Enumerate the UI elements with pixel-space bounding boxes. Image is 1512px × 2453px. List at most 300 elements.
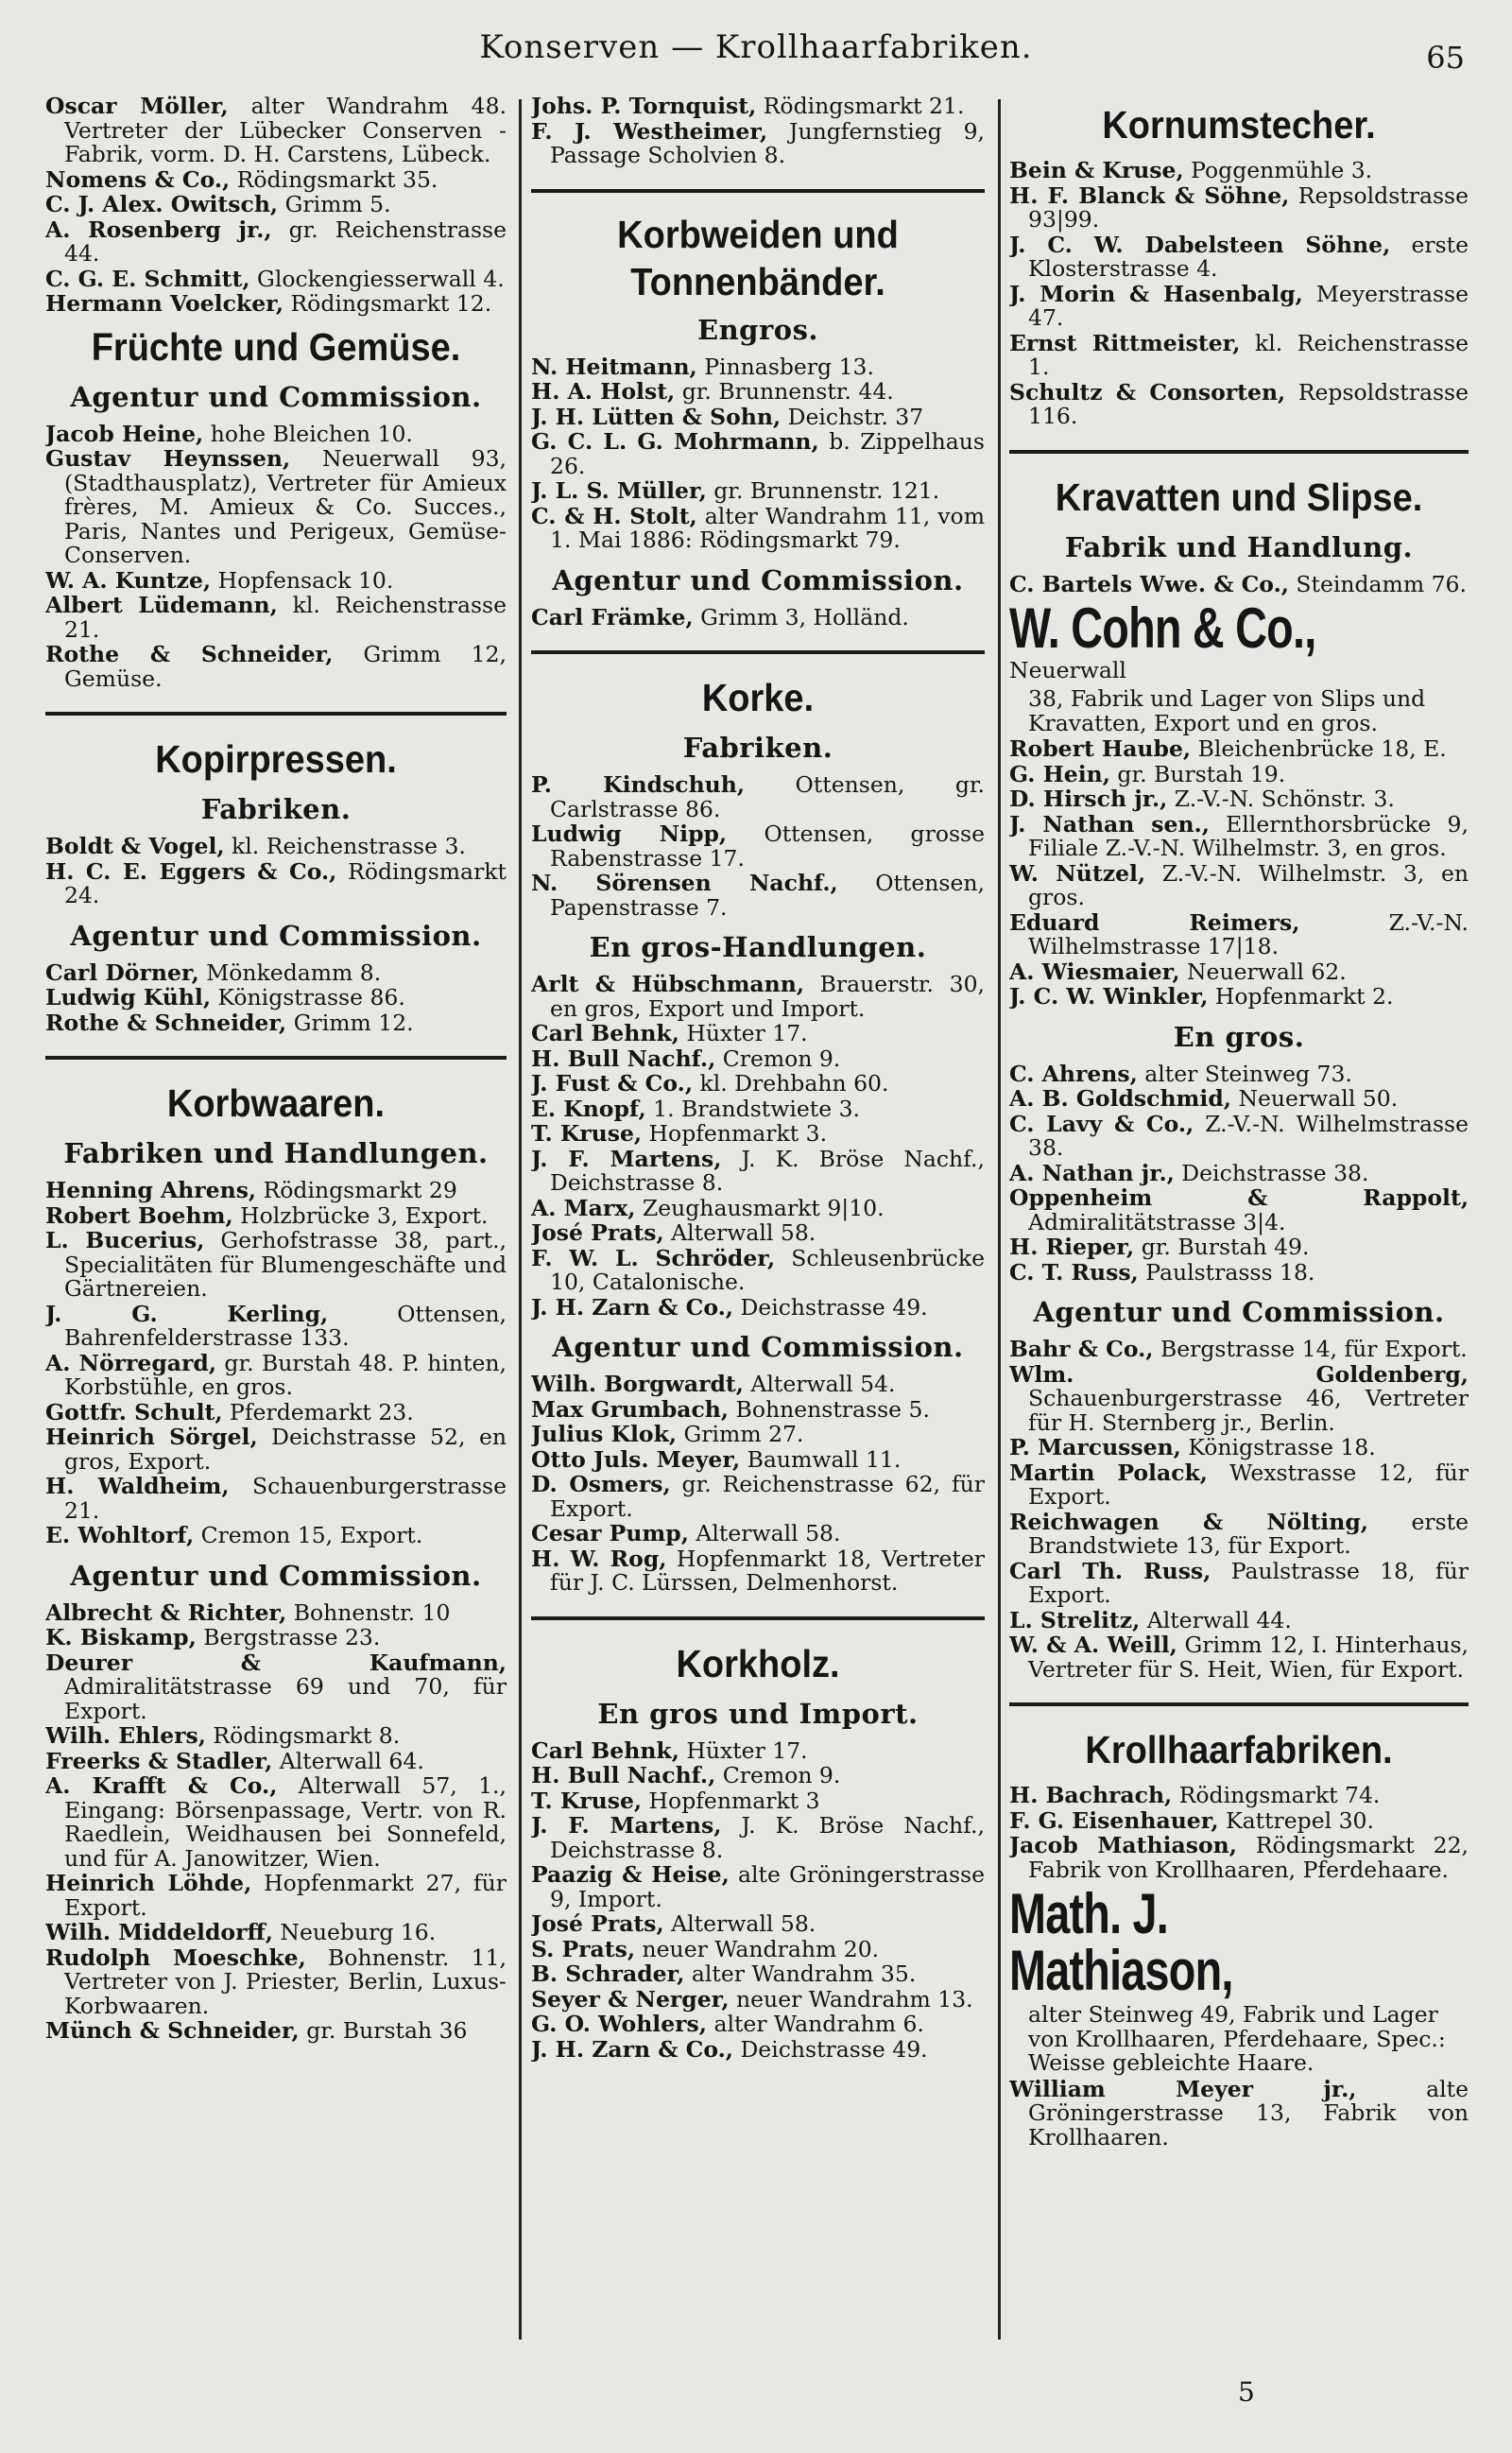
firm-details: Deichstr. 37: [781, 403, 924, 430]
section-rule: [45, 712, 507, 716]
list-item: [531, 1293, 985, 1321]
list-item: [531, 1122, 985, 1147]
list-item: [531, 1373, 985, 1397]
firm-name: W. Nützel,: [1009, 859, 1146, 887]
firm-name: C. J. Alex. Owitsch,: [45, 191, 279, 217]
list-item: [45, 1201, 507, 1229]
firm-details: Bergstrasse 23.: [196, 1624, 381, 1650]
firm-name: Münch & Schneider,: [45, 2017, 300, 2044]
firm-details: Ottensen, gr. Carlstrasse 86.: [550, 771, 985, 822]
firm-details: Baumwall 11.: [740, 1445, 902, 1473]
entry-list: [1009, 737, 1469, 1010]
firm-details: Jungfernstieg 9, Passage Scholvien 8.: [550, 117, 985, 168]
firm-details: Meyerstrasse 47.: [1028, 280, 1469, 331]
list-item: [531, 355, 985, 380]
firm-details: Mönkedamm 8.: [198, 959, 382, 986]
advertisement-details: alter Steinweg 49, Fabrik und Lager von Krollhaaren, Pferdehaare, Spec.: Weisse gebleichte Haare.: [1028, 2001, 1446, 2076]
firm-name: José Prats,: [531, 1910, 664, 1937]
list-item: [1009, 1633, 1469, 1682]
firm-name: C. T. Russ,: [1009, 1258, 1139, 1286]
firm-name: P. Kindschuh,: [531, 771, 746, 798]
list-item: [1009, 378, 1469, 429]
firm-details: Bleichenbrücke 18, E.: [1191, 735, 1447, 762]
entry-list: [531, 1736, 985, 2063]
list-item: [531, 403, 985, 430]
list-item: [1009, 859, 1469, 910]
entry-list: [531, 1373, 985, 1596]
list-item: [531, 1022, 985, 1046]
firm-name: J. H. Lütten & Sohn,: [531, 403, 782, 430]
list-item: [531, 117, 985, 168]
list-item: [45, 265, 507, 292]
firm-details: Königstrasse 86.: [211, 984, 405, 1011]
firm-name: A. Nörregard,: [45, 1349, 217, 1376]
list-item: [1009, 1784, 1469, 1808]
list-item: [531, 1962, 985, 1987]
firm-details: kl. Drehbahn 60.: [693, 1070, 889, 1097]
entry-list: [1009, 159, 1469, 429]
firm-details: alte Gröningerstrasse 13, Fabrik von Krollhaaren.: [1028, 2075, 1469, 2151]
firm-name: Cesar Pump,: [531, 1520, 689, 1546]
entry-list: [531, 95, 985, 168]
firm-name: Jacob Mathiason,: [1009, 1832, 1237, 1858]
list-item: [45, 835, 507, 859]
firm-details: Brauerstr. 30, en gros, Export und Import.: [550, 971, 985, 1022]
firm-name: K. Biskamp,: [45, 1624, 197, 1650]
firm-details: Paulstrasss 18.: [1138, 1258, 1315, 1286]
list-item: [45, 1774, 507, 1871]
column-left: [45, 95, 507, 2354]
firm-name: A. Krafft & Co.,: [45, 1772, 278, 1799]
firm-details: Ottensen, grosse Rabenstrasse 17.: [550, 821, 985, 872]
list-item: [1009, 1360, 1469, 1436]
firm-name: F. W. L. Schröder,: [531, 1244, 776, 1271]
list-item: [45, 1598, 507, 1626]
list-item: [531, 1445, 985, 1473]
list-item: [45, 1425, 507, 1474]
firm-details: Grimm 12, Gemüse.: [64, 641, 507, 692]
firm-name: J. Fust & Co.,: [531, 1070, 694, 1097]
firm-details: gr. Burstah 48. P. hinten, Korbstühle, en gros.: [64, 1349, 507, 1400]
firm-name: Deurer & Kaufmann,: [45, 1649, 507, 1676]
firm-details: gr. Burstah 19.: [1109, 760, 1286, 787]
firm-details: gr. Reichenstrasse 44.: [64, 216, 507, 267]
firm-name: C. Lavy & Co.,: [1009, 1110, 1194, 1137]
list-item: [1009, 1062, 1469, 1087]
firm-name: Johs. P. Tornquist,: [531, 95, 757, 119]
firm-details: b. Zippelhaus 26.: [550, 428, 985, 479]
firm-details: kl. Reichenstrasse 3.: [224, 833, 466, 859]
firm-name: N. Heitmann,: [531, 353, 697, 380]
firm-details: Alterwall 58.: [688, 1520, 841, 1546]
firm-name: J. L. S. Müller,: [531, 477, 707, 504]
list-item: [45, 1475, 507, 1523]
firm-details: gr. Burstah 36: [299, 2017, 468, 2044]
firm-details: Z.-V.-N. Schönstr. 3.: [1167, 786, 1395, 812]
firm-details: hohe Bleichen 10.: [203, 420, 413, 447]
firm-details: kl. Reichenstrasse 21.: [64, 592, 507, 643]
list-item: [45, 986, 507, 1011]
firm-details: Grimm 3, Holländ.: [693, 603, 909, 631]
firm-details: Grimm 5.: [278, 191, 391, 217]
firm-name: Albert Lüdemann,: [45, 592, 278, 618]
firm-details: Königstrasse 18.: [1180, 1434, 1376, 1460]
firm-name: Schultz & Consorten,: [1009, 378, 1286, 406]
firm-name: J. Morin & Hasenbalg,: [1009, 280, 1303, 307]
list-item: [1009, 737, 1469, 762]
firm-details: erste Klosterstrasse 4.: [1028, 231, 1469, 282]
list-item: [45, 193, 507, 217]
firm-name: H. Rieper,: [1009, 1234, 1135, 1260]
firm-details: Rödingsmarkt 12.: [284, 290, 492, 317]
firm-name: Bahr & Co.,: [1009, 1336, 1154, 1362]
firm-details: Repsoldstrasse 93|99.: [1028, 181, 1469, 233]
list-item: [1009, 1258, 1469, 1286]
sheet-signature: 5: [1238, 2376, 1255, 2408]
list-item: [45, 1943, 507, 2019]
list-item: [531, 95, 985, 119]
list-item: [45, 643, 507, 691]
firm-details: Deichstrasse 49.: [732, 1293, 928, 1321]
column-middle: [531, 95, 985, 2354]
firm-name: C. & H. Stolt,: [531, 502, 697, 529]
section-title: Korkholz.: [676, 1642, 840, 1686]
firm-details: Steindamm 76.: [1288, 570, 1467, 597]
firm-name: A. Wiesmaier,: [1009, 958, 1180, 985]
subheading: Agentur und Commission.: [552, 1331, 964, 1363]
firm-name: H. Waldheim,: [45, 1473, 230, 1499]
advertisement-name: W. Cohn & Co.,: [1009, 596, 1316, 660]
list-item: [1009, 159, 1469, 183]
firm-details: Z.-V.-N. Wilhelmstrasse 17|18.: [1028, 908, 1469, 959]
section-title: Früchte und Gemüse.: [91, 325, 461, 370]
advertisement-mathiason: [1009, 1882, 1469, 2076]
section-rule: [45, 1056, 507, 1060]
list-item: [1009, 810, 1469, 861]
entry-list: [1009, 1784, 1469, 1882]
firm-details: Cremon 15, Export.: [194, 1522, 423, 1548]
firm-name: E. Wohltorf,: [45, 1522, 195, 1548]
list-item: [45, 218, 507, 267]
firm-details: alter Wandrahm 6.: [706, 2011, 924, 2037]
list-item: [1009, 1186, 1469, 1235]
list-item: [45, 420, 507, 447]
firm-details: alter Steinweg 73.: [1137, 1060, 1352, 1087]
firm-name: Heinrich Sörgel,: [45, 1424, 258, 1450]
firm-name: J. C. W. Dabelsteen Söhne,: [1009, 231, 1391, 258]
section-rule: [531, 1616, 985, 1620]
firm-details: Rödingsmarkt 74.: [1172, 1782, 1381, 1808]
running-head: Konserven — Krollhaarfabriken.: [479, 28, 1033, 66]
list-item: [531, 773, 985, 821]
firm-details: Hopfensack 10.: [211, 566, 394, 594]
list-item: [531, 380, 985, 405]
firm-name: Wilh. Ehlers,: [45, 1722, 206, 1749]
advertisement-cohn: [1009, 596, 1469, 736]
firm-name: G. C. L. G. Mohrmann,: [531, 428, 819, 455]
list-item: [531, 1764, 985, 1788]
list-item: [531, 1047, 985, 1072]
list-item: [45, 961, 507, 986]
list-item: [531, 1522, 985, 1546]
firm-name: S. Prats,: [531, 1935, 636, 1962]
firm-name: H. Bull Nachf.,: [531, 1045, 716, 1072]
section-title: Korke.: [701, 677, 815, 720]
entry-list: [45, 1598, 507, 2044]
firm-details: Bohnenstr. 10: [286, 1598, 451, 1626]
list-item: [1009, 1436, 1469, 1460]
firm-details: alter Wandrahm 48. Vertreter der Lübecker Conserven - Fabrik, vorm. D. H. Carstens, Lübeck.: [64, 95, 507, 167]
firm-name: Nomens & Co.,: [45, 165, 231, 193]
list-item: [531, 1935, 985, 1962]
firm-details: Bohnenstrasse 5.: [729, 1395, 930, 1423]
list-item: [531, 2035, 985, 2063]
list-item: [45, 1179, 507, 1203]
firm-details: Hopfenmarkt 18, Vertreter für J. C. Lürssen, Delmenhorst.: [550, 1545, 985, 1596]
firm-name: Carl Behnk,: [531, 1736, 679, 1764]
firm-details: Alterwall 58.: [663, 1219, 816, 1246]
firm-name: Bein & Kruse,: [1009, 157, 1184, 183]
list-item: [45, 1921, 507, 1945]
firm-details: gr. Reichenstrasse 62, für Export.: [550, 1471, 985, 1522]
firm-name: E. Knopf,: [531, 1095, 646, 1122]
subheading: Agentur und Commission.: [552, 563, 964, 596]
firm-name: H. A. Holst,: [531, 378, 676, 405]
firm-name: C. Ahrens,: [1009, 1060, 1138, 1087]
firm-details: Neueburg 16.: [272, 1919, 437, 1945]
firm-details: alte Gröningerstrasse 9, Import.: [550, 1861, 985, 1912]
advertisement-inline: Neuerwall: [1009, 657, 1126, 683]
firm-details: Alterwall 54.: [743, 1371, 896, 1397]
firm-name: José Prats,: [531, 1219, 664, 1246]
firm-name: Rudolph Moeschke,: [45, 1943, 306, 1971]
list-item: [1009, 233, 1469, 282]
firm-name: Oscar Möller,: [45, 95, 229, 119]
firm-name: Hermann Voelcker,: [45, 290, 284, 317]
firm-details: Schauenburgerstrasse 46, Vertreter für H. Sternberg jr., Berlin.: [1028, 1385, 1469, 1436]
list-item: [1009, 760, 1469, 787]
entry-list: [45, 1179, 507, 1548]
firm-name: Rothe & Schneider,: [45, 641, 334, 667]
firm-name: L. Bucerius,: [45, 1227, 205, 1253]
entry-list: [1009, 1338, 1469, 1682]
section-title: Korbweiden und Tonnenbänder.: [617, 213, 899, 304]
firm-details: Z.-V.-N. Wilhelmstr. 3, en gros.: [1028, 859, 1469, 910]
list-item: [531, 1814, 985, 1862]
list-item: [45, 1300, 507, 1351]
firm-name: Wilh. Borgwardt,: [531, 1371, 744, 1397]
list-item: [531, 1789, 985, 1814]
subheading: En gros-Handlungen.: [589, 931, 927, 963]
firm-details: Wexstrasse 12, für Export.: [1028, 1459, 1469, 1510]
entry-list: [531, 973, 985, 1320]
subheading: Fabriken und Handlungen.: [63, 1137, 489, 1169]
list-item: [1009, 1338, 1469, 1362]
firm-name: J. C. W. Winkler,: [1009, 983, 1209, 1010]
list-item: [531, 1072, 985, 1097]
list-item: [45, 2019, 507, 2044]
list-item: [45, 1011, 507, 1036]
firm-details: Alterwall 57, 1., Eingang: Börsenpassage, Vertr. von R. Raedlein, Weidhausen bei Sonnefeld, und für A. Janowitzer, Wien.: [64, 1772, 507, 1872]
firm-details: Neuerwall 93, (Stadthausplatz), Vertreter für Amieux frères, M. Amieux & Co. Succes., Paris, Nantes und Perigeux, Gemüse-Conserven.: [64, 445, 507, 568]
firm-name: G. O. Wohlers,: [531, 2011, 707, 2037]
section-rule: [531, 189, 985, 193]
firm-name: J. F. Martens,: [531, 1812, 722, 1839]
firm-details: Cremon 9.: [715, 1762, 841, 1788]
firm-details: Rödingsmarkt 8.: [205, 1722, 401, 1749]
firm-details: neuer Wandrahm 13.: [729, 1985, 973, 2012]
firm-details: Hüxter 17.: [679, 1736, 808, 1764]
entry-list: [1009, 2075, 1469, 2151]
list-item: [1009, 787, 1469, 812]
list-item: [1009, 1159, 1469, 1186]
list-item: [1009, 1087, 1469, 1112]
list-item: [45, 292, 507, 317]
list-item: [45, 1747, 507, 1774]
firm-name: Gottfr. Schult,: [45, 1398, 223, 1425]
entry-list: [45, 95, 507, 317]
firm-details: Poggenmühle 3.: [1183, 157, 1373, 183]
list-item: [531, 1473, 985, 1521]
firm-details: Neuerwall 62.: [1179, 958, 1347, 985]
firm-name: J. H. Zarn & Co.,: [531, 1293, 733, 1321]
firm-name: C. G. E. Schmitt,: [45, 265, 250, 292]
firm-name: P. Marcussen,: [1009, 1434, 1181, 1460]
entry-list: [531, 603, 985, 631]
firm-name: J. Nathan sen.,: [1009, 810, 1210, 838]
firm-details: Neuerwall 50.: [1230, 1085, 1399, 1112]
list-item: [531, 479, 985, 504]
firm-details: Rödingsmarkt 24.: [64, 857, 507, 908]
firm-name: Heinrich Löhde,: [45, 1870, 252, 1896]
list-item: [1009, 908, 1469, 959]
list-item: [45, 1651, 507, 1724]
firm-details: Alterwall 44.: [1140, 1606, 1292, 1633]
list-item: [45, 1349, 507, 1400]
firm-name: Martin Polack,: [1009, 1459, 1208, 1486]
firm-details: Bohnenstr. 11, Vertreter von J. Priester, Berlin, Luxus-Korbwaaren.: [64, 1943, 507, 2019]
firm-details: Z.-V.-N. Wilhelmstrasse 38.: [1028, 1110, 1469, 1161]
entry-list: [45, 835, 507, 908]
firm-name: Ernst Rittmeister,: [1009, 329, 1241, 356]
firm-name: Max Grumbach,: [531, 1395, 730, 1423]
firm-details: Pinnasberg 13.: [696, 353, 874, 380]
firm-details: Hopfenmarkt 27, für Export.: [64, 1870, 507, 1921]
column-divider: [519, 99, 522, 2340]
firm-details: Hüxter 17.: [679, 1020, 808, 1046]
entry-list: [45, 961, 507, 1036]
firm-name: Carl Th. Russ,: [1009, 1557, 1211, 1584]
firm-name: W. & A. Weill,: [1009, 1632, 1177, 1658]
firm-details: Bergstrasse 14, für Export.: [1153, 1336, 1468, 1362]
list-item: [1009, 329, 1469, 380]
firm-name: N. Sörensen Nachf.,: [531, 870, 838, 896]
list-item: [45, 165, 507, 193]
firm-details: Ottensen, Bahrenfelderstrasse 133.: [64, 1300, 507, 1351]
list-item: [531, 1395, 985, 1423]
firm-name: C. Bartels Wwe. & Co.,: [1009, 570, 1289, 597]
column-right: [1009, 95, 1469, 2354]
list-item: [45, 1872, 507, 1920]
subheading: Agentur und Commission.: [1033, 1296, 1445, 1328]
firm-name: A. Rosenberg jr.,: [45, 216, 272, 243]
firm-name: A. Marx,: [531, 1194, 636, 1221]
firm-details: Schleusenbrücke 10, Catalonische.: [550, 1244, 985, 1295]
list-item: [1009, 1508, 1469, 1559]
list-item: [531, 1912, 985, 1937]
section-rule: [1009, 450, 1469, 454]
firm-name: J. F. Martens,: [531, 1145, 722, 1172]
list-item: [531, 1221, 985, 1246]
list-item: [1009, 1461, 1469, 1510]
firm-name: Wilh. Middeldorff,: [45, 1919, 273, 1945]
advertisement-details: 38, Fabrik und Lager von Slips und Kravatten, Export und en gros.: [1028, 685, 1426, 736]
list-item: [531, 1423, 985, 1447]
list-item: [531, 973, 985, 1021]
firm-name: T. Kruse,: [531, 1787, 643, 1814]
firm-name: J. G. Kerling,: [45, 1300, 329, 1327]
entry-list: [1009, 1062, 1469, 1286]
firm-details: gr. Burstah 49.: [1134, 1234, 1310, 1260]
firm-name: Gustav Heynssen,: [45, 445, 291, 472]
firm-name: Reichwagen & Nölting,: [1009, 1508, 1368, 1535]
list-item: [1009, 1235, 1469, 1260]
list-item: [45, 594, 507, 642]
list-item: [531, 1244, 985, 1295]
firm-name: Otto Juls. Meyer,: [531, 1445, 741, 1473]
list-item: [531, 1194, 985, 1221]
firm-details: J. K. Bröse Nachf., Deichstrasse 8.: [550, 1812, 985, 1863]
firm-details: Hopfenmarkt 3: [642, 1787, 820, 1814]
firm-name: J. H. Zarn & Co.,: [531, 2035, 733, 2063]
list-item: [1009, 1557, 1469, 1608]
firm-name: D. Hirsch jr.,: [1009, 786, 1168, 812]
list-item: [531, 502, 985, 553]
firm-details: Schauenburgerstrasse 21.: [64, 1473, 507, 1524]
firm-details: Zeughausmarkt 9|10.: [635, 1194, 885, 1221]
entry-list: [45, 420, 507, 692]
firm-details: Pferdemarkt 23.: [222, 1398, 414, 1425]
firm-name: F. J. Westheimer,: [531, 117, 768, 145]
firm-details: Grimm 12, I. Hinterhaus, Vertreter für S. Heit, Wien, für Export.: [1028, 1632, 1469, 1683]
firm-name: L. Strelitz,: [1009, 1606, 1141, 1633]
subheading: Agentur und Commission.: [70, 380, 482, 413]
firm-name: Carl Behnk,: [531, 1020, 679, 1046]
list-item: [1009, 985, 1469, 1010]
firm-details: Rödingsmarkt 29: [256, 1177, 457, 1203]
list-item: [531, 1097, 985, 1122]
list-item: [531, 1547, 985, 1596]
list-item: [45, 95, 507, 167]
firm-name: H. W. Rog,: [531, 1545, 667, 1572]
section-title: Krollhaarfabriken.: [1085, 1729, 1393, 1772]
firm-name: Freerks & Stadler,: [45, 1747, 273, 1774]
firm-details: alter Wandrahm 35.: [684, 1961, 917, 1987]
firm-details: Admiralitätstrasse 3|4.: [1028, 1208, 1286, 1235]
firm-details: gr. Brunnenstr. 121.: [706, 477, 940, 504]
firm-name: Boldt & Vogel,: [45, 833, 225, 859]
subheading: Agentur und Commission.: [70, 919, 482, 952]
list-item: [1009, 1606, 1469, 1633]
list-item: [531, 822, 985, 871]
list-item: [531, 430, 985, 478]
list-item: [45, 447, 507, 568]
list-item: [45, 1524, 507, 1548]
firm-details: Grimm 27.: [677, 1421, 804, 1447]
firm-name: F. G. Eisenhauer,: [1009, 1806, 1219, 1834]
firm-details: gr. Brunnenstr. 44.: [675, 378, 894, 405]
firm-details: Admiralitätstrasse 69 und 70, für Export.: [64, 1673, 507, 1724]
